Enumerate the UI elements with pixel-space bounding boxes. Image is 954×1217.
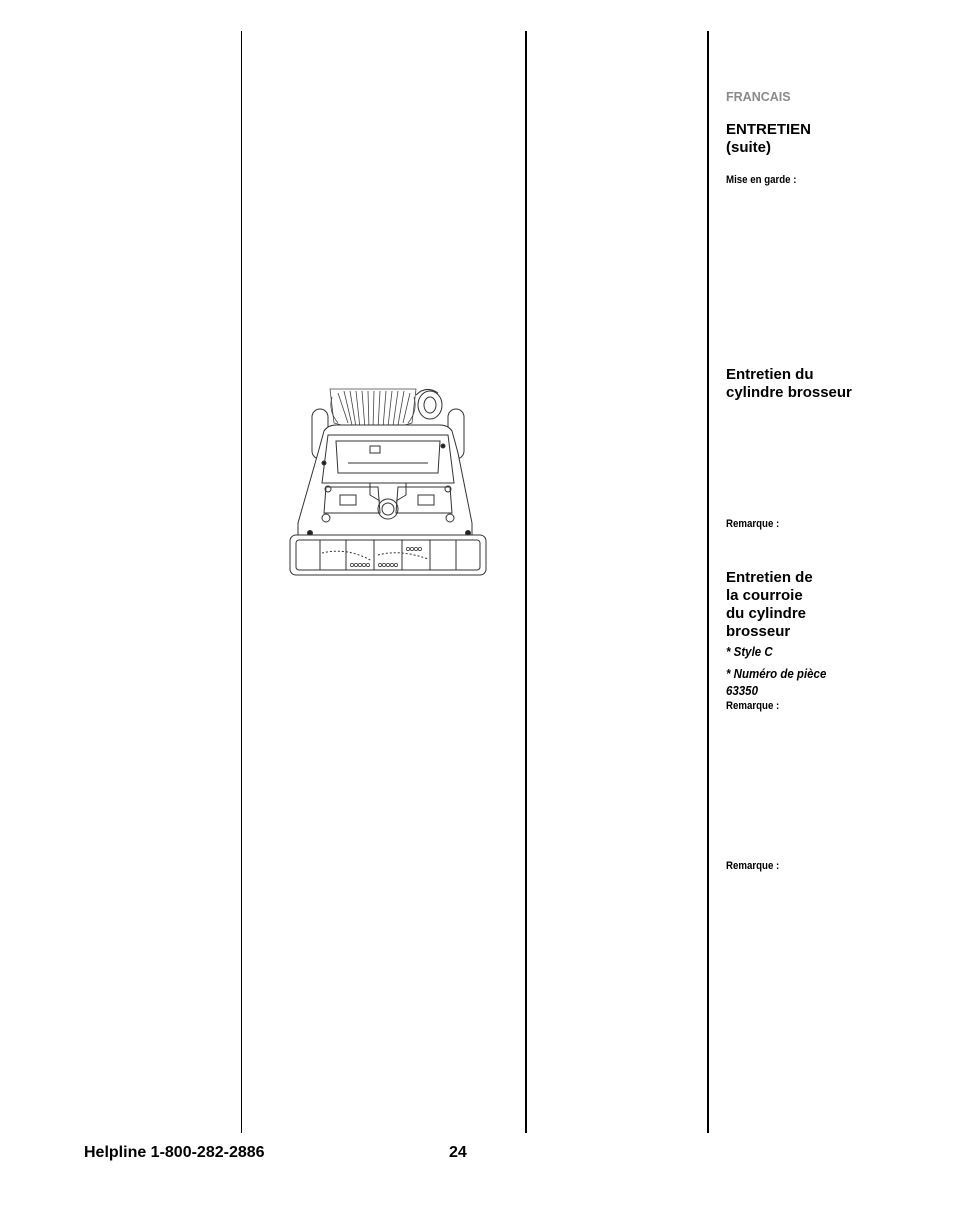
column-divider-middle: [525, 31, 527, 1133]
section-heading-brushroll: Entretien du cylindre brosseur: [726, 366, 852, 401]
style-note: * Style C: [726, 645, 773, 659]
column-divider-right: [707, 31, 709, 1133]
note-label-3: Remarque :: [726, 860, 780, 872]
section-heading-belt: Entretien de la courroie du cylindre brosseur: [726, 569, 813, 640]
column-divider-left: [241, 31, 242, 1133]
note-label-1: Remarque :: [726, 518, 780, 530]
helpline-text: Helpline 1-800-282-2886: [84, 1144, 265, 1161]
brush-fan: [330, 389, 416, 429]
vacuum-underside-illustration: [288, 383, 488, 579]
language-label: FRANCAIS: [726, 90, 791, 104]
part-number-note: * Numéro de pièce 63350: [726, 667, 827, 698]
section-heading-maintenance: ENTRETIEN (suite): [726, 121, 812, 156]
page-number: 24: [449, 1144, 467, 1161]
note-label-2: Remarque :: [726, 700, 780, 712]
caution-label: Mise en garde :: [726, 174, 797, 186]
